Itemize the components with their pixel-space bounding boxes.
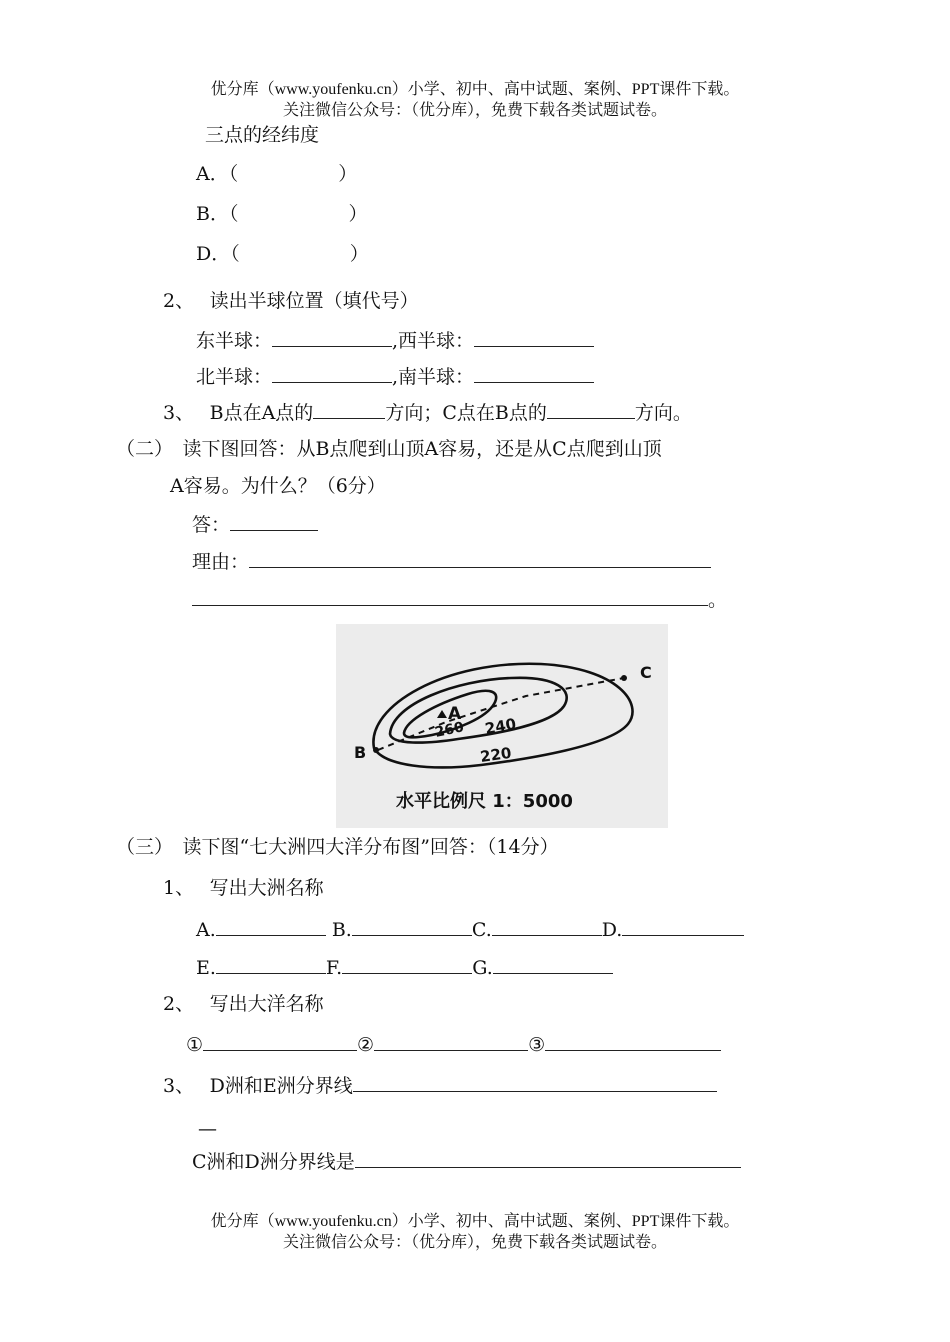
continent-b-blank[interactable] (352, 918, 472, 936)
de-boundary-label: 3、 D洲和E洲分界线 (163, 1075, 353, 1097)
part3-q2: 2、 写出大洋名称 (163, 993, 324, 1015)
q3-blank-1[interactable] (313, 401, 385, 419)
point-c-marker (621, 675, 627, 681)
option-a-open: A．（ (196, 163, 239, 185)
reason-blank-1[interactable] (249, 550, 711, 568)
answer-row (192, 513, 318, 536)
label-220: 220 (479, 743, 513, 766)
point-a-marker (437, 710, 447, 718)
south-label: ,南半球： (392, 366, 475, 388)
label-a: A (448, 704, 462, 724)
ocean-3-blank[interactable] (545, 1033, 721, 1051)
continent-f-blank[interactable] (342, 956, 472, 974)
continent-e-label: E. (196, 957, 216, 979)
continent-d-blank[interactable] (622, 918, 744, 936)
header-line-1: 优分库（www.youfenku.cn）小学、初中、高中试题、案例、PPT课件下载。 (210, 81, 740, 98)
contour-map (336, 624, 668, 828)
continent-g-blank[interactable] (493, 956, 613, 974)
east-blank[interactable] (272, 329, 392, 347)
ocean-row (186, 1033, 721, 1056)
answer-blank[interactable] (230, 513, 318, 531)
north-blank[interactable] (272, 365, 392, 383)
profile-dashed-line (378, 678, 624, 750)
part2-line-1: （二） 读下图回答：从B点爬到山顶A容易，还是从C点爬到山顶 (116, 438, 662, 460)
option-d (196, 243, 369, 265)
cd-boundary-label: C洲和D洲分界线是 (192, 1151, 355, 1173)
continent-c-label: C. (471, 919, 492, 941)
reason-end: 。 (708, 589, 728, 611)
ocean-1-blank[interactable] (203, 1033, 357, 1051)
q3-text-a: 3、 B点在A点的 (163, 402, 314, 424)
footer-line-1: 优分库（www.youfenku.cn）小学、初中、高中试题、案例、PPT课件下载。 (210, 1213, 740, 1230)
continent-f-label: F. (325, 957, 343, 979)
continent-d-label: D. (601, 919, 623, 941)
q3-blank-2[interactable] (547, 401, 635, 419)
header-line-2: 关注微信公众号：（优分库），免费下载各类试题试卷。 (282, 102, 667, 119)
question-2-hemisphere: 2、 读出半球位置（填代号） (163, 290, 419, 312)
reason-row (192, 550, 711, 573)
de-boundary-blank[interactable] (353, 1074, 717, 1092)
ocean-2-blank[interactable] (374, 1033, 528, 1051)
ocean-3-label: ③ (528, 1034, 546, 1056)
label-b: B (354, 743, 367, 762)
label-240: 240 (483, 714, 518, 738)
continent-a-label: A. (196, 919, 216, 941)
east-label: 东半球： (196, 330, 273, 352)
cd-boundary-row (192, 1150, 741, 1173)
reason-row-2 (192, 588, 727, 611)
label-c: C (640, 663, 652, 682)
footer-line-2: 关注微信公众号：（优分库），免费下载各类试题试卷。 (282, 1234, 667, 1251)
reason-blank-2[interactable] (192, 588, 708, 606)
continent-row-2 (196, 956, 613, 979)
q3-text-c: 方向。 (634, 402, 692, 424)
part3-title: （三） 读下图“七大洲四大洋分布图”回答：（14分） (116, 836, 559, 858)
west-blank[interactable] (474, 329, 594, 347)
contour-map-figure (336, 624, 668, 828)
continent-a-blank[interactable] (216, 918, 326, 936)
dash-mark: — (198, 1118, 217, 1140)
contour-240 (390, 678, 567, 743)
option-a-close: ） (338, 163, 358, 185)
continent-g-label: G. (472, 957, 493, 979)
north-south-row (196, 365, 594, 388)
option-b (196, 203, 367, 225)
label-260: 260 (433, 719, 466, 741)
question-3-direction (163, 401, 692, 424)
north-label: 北半球： (196, 366, 273, 388)
continent-c-blank[interactable] (492, 918, 602, 936)
east-west-row (196, 329, 594, 352)
cd-boundary-blank[interactable] (355, 1150, 741, 1168)
answer-label: 答： (192, 514, 231, 536)
option-d-close: ） (349, 243, 369, 265)
option-b-open: B．（ (196, 203, 239, 225)
option-b-close: ） (348, 203, 368, 225)
continent-b-label: B. (331, 919, 352, 941)
part2-line-2: A容易。为什么？（6分） (170, 475, 386, 497)
continent-row-1 (196, 918, 744, 941)
reason-label: 理由： (192, 551, 250, 573)
continent-e-blank[interactable] (216, 956, 326, 974)
point-b-marker (373, 747, 379, 753)
ocean-1-label: ① (186, 1034, 204, 1056)
option-d-open: D．（ (196, 243, 240, 265)
part3-q3 (163, 1074, 717, 1097)
part3-q1: 1、 写出大洲名称 (163, 877, 324, 899)
south-blank[interactable] (474, 365, 594, 383)
part1-title: 三点的经纬度 (205, 124, 320, 146)
west-label: ,西半球： (392, 330, 475, 352)
ocean-2-label: ② (357, 1034, 375, 1056)
option-a (196, 163, 357, 185)
scale-label: 水平比例尺 1：5000 (396, 791, 573, 812)
q3-text-b: 方向；C点在B点的 (385, 402, 547, 424)
